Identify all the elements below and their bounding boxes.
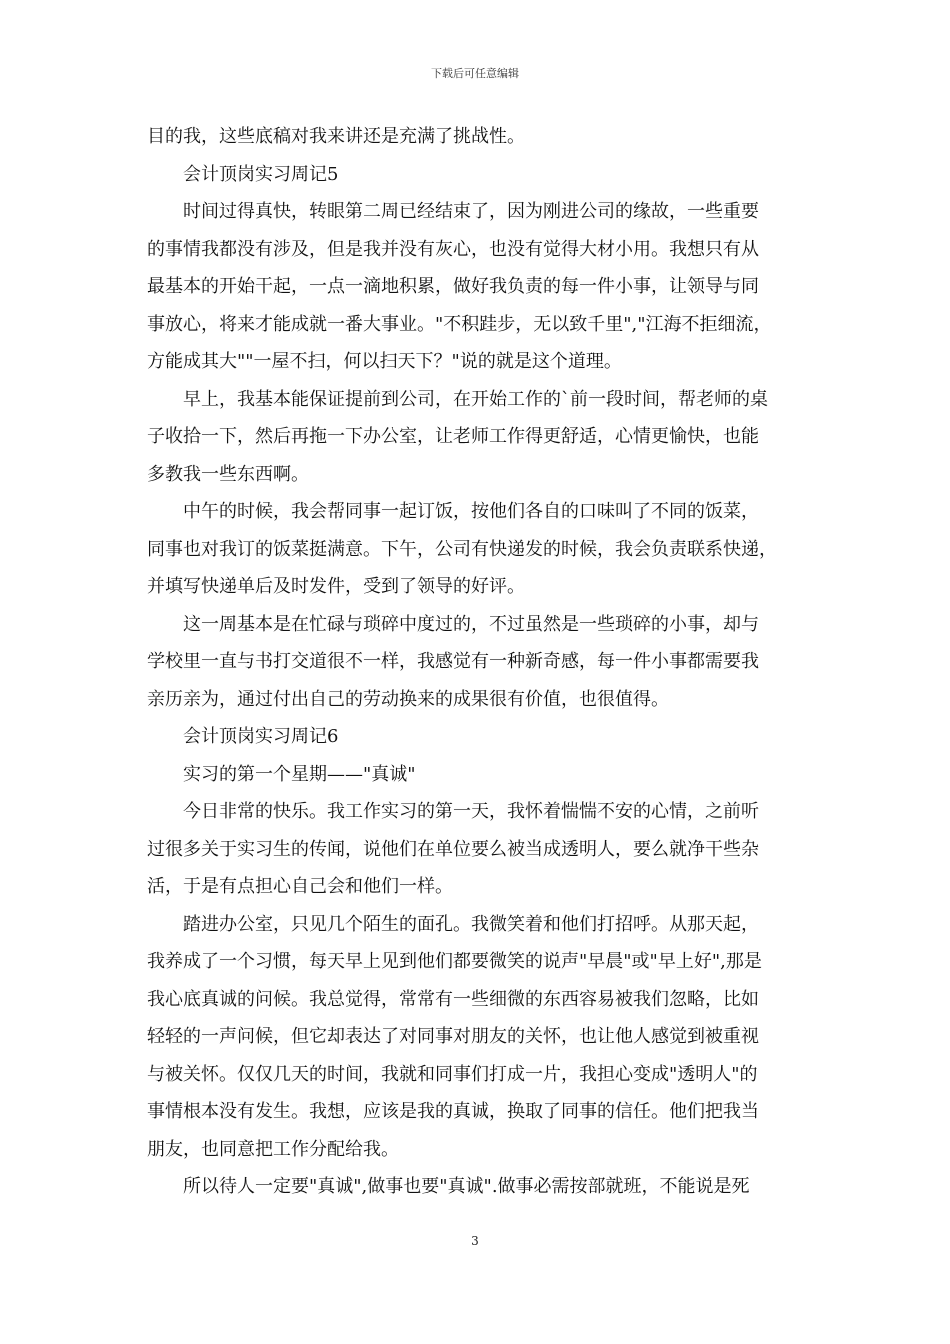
page-header: 下载后可任意编辑 bbox=[431, 67, 519, 80]
body-line-6: 事放心，将来才能成就一番大事业。"不积跬步，无以致千里","江海不拒细流， bbox=[147, 313, 772, 335]
body-line-24: 我心底真诚的问候。我总觉得，常常有一些细微的东西容易被我们忽略，比如 bbox=[147, 988, 759, 1010]
body-line-27: 事情根本没有发生。我想，应该是我的真诚，换取了同事的信任。他们把我当 bbox=[147, 1101, 759, 1122]
section-heading-6: 会计顶岗实习周记6 bbox=[183, 726, 339, 747]
body-line-23: 我养成了一个习惯，每天早上见到他们都要微笑的说声"早晨"或"早上好",那是 bbox=[147, 951, 762, 972]
body-line-1: 目的我，这些底稿对我来讲还是充满了挑战性。 bbox=[147, 126, 525, 147]
body-line-15: 学校里一直与书打交道很不一样，我感觉有一种新奇感，每一件小事都需要我 bbox=[147, 651, 759, 672]
document-body bbox=[147, 118, 809, 1206]
body-line-22: 踏进办公室，只见几个陌生的面孔。我微笑着和他们打招呼。从那天起， bbox=[183, 913, 759, 935]
body-line-28: 朋友，也同意把工作分配给我。 bbox=[147, 1138, 399, 1160]
body-line-5: 最基本的开始干起，一点一滴地积累，做好我负责的每一件小事，让领导与同 bbox=[147, 276, 759, 297]
body-line-16: 亲历亲为，通过付出自己的劳动换来的成果很有价值，也很值得。 bbox=[147, 688, 669, 710]
body-line-20: 过很多关于实习生的传闻，说他们在单位要么被当成透明人，要么就净干些杂 bbox=[147, 838, 759, 860]
body-line-4: 的事情我都没有涉及，但是我并没有灰心，也没有觉得大材小用。我想只有从 bbox=[147, 238, 759, 260]
section-heading-5: 会计顶岗实习周记5 bbox=[183, 163, 339, 185]
body-line-29: 所以待人一定要"真诚",做事也要"真诚".做事必需按部就班，不能说是死 bbox=[183, 1176, 750, 1197]
body-line-11: 中午的时候，我会帮同事一起订饭，按他们各自的口味叫了不同的饭菜， bbox=[183, 501, 759, 522]
body-line-26: 与被关怀。仅仅几天的时间，我就和同事们打成一片，我担心变成"透明人"的 bbox=[147, 1063, 758, 1085]
body-line-19: 今日非常的快乐。我工作实习的第一天，我怀着惴惴不安的心情，之前听 bbox=[183, 801, 759, 822]
body-line-10: 多教我一些东西啊。 bbox=[147, 463, 309, 485]
body-line-25: 轻轻的一声问候，但它却表达了对同事对朋友的关怀，也让他人感觉到被重视 bbox=[147, 1026, 759, 1047]
body-line-7: 方能成其大""一屋不扫，何以扫天下？"说的就是这个道理。 bbox=[147, 351, 622, 372]
body-line-21: 活，于是有点担心自己会和他们一样。 bbox=[147, 876, 453, 897]
body-line-8: 早上，我基本能保证提前到公司，在开始工作的`前一段时间，帮老师的桌 bbox=[183, 388, 768, 410]
body-line-13: 并填写快递单后及时发件，受到了领导的好评。 bbox=[147, 576, 525, 597]
body-line-9: 子收拾一下，然后再拖一下办公室，让老师工作得更舒适，心情更愉快，也能 bbox=[147, 426, 759, 447]
body-line-12: 同事也对我订的饭菜挺满意。下午，公司有快递发的时候，我会负责联系快递， bbox=[147, 538, 777, 560]
sub-heading: 实习的第一个星期——"真诚" bbox=[183, 763, 416, 785]
body-line-3: 时间过得真快，转眼第二周已经结束了，因为刚进公司的缘故，一些重要 bbox=[183, 201, 759, 222]
body-line-14: 这一周基本是在忙碌与琐碎中度过的，不过虽然是一些琐碎的小事，却与 bbox=[183, 613, 759, 635]
page-number: 3 bbox=[471, 1234, 479, 1248]
